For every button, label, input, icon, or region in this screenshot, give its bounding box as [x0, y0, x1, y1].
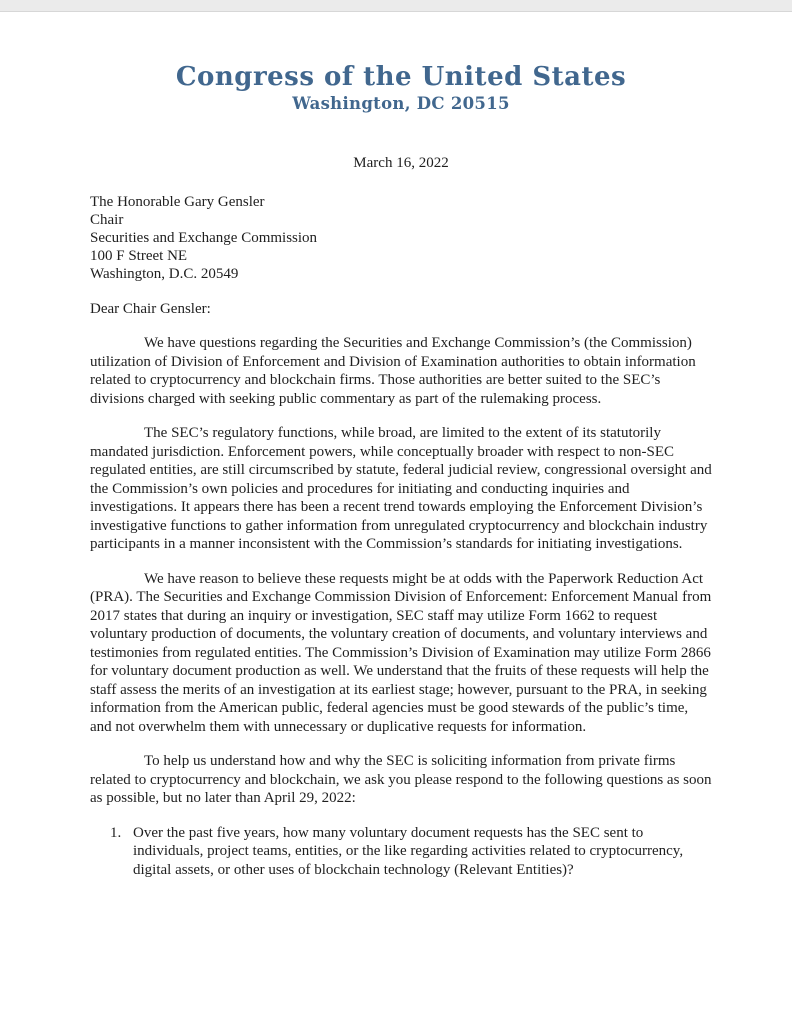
- letterhead: [90, 62, 712, 113]
- recipient-street: 100 F Street NE: [90, 247, 188, 264]
- recipient-address: [90, 193, 712, 283]
- question-text: Over the past five years, how many voluntary document requests has the SEC sent to individuals, project teams, entities, or the like regarding activities related to cryptocurrency, digital assets, or other uses of blockchain technology (Relevant Entities)?: [133, 824, 684, 878]
- paragraph-3: We have reason to believe these requests might be at odds with the Paperwork Reduction Act (PRA). The Securities and Exchange Commission Division of Enforcement: Enforcement Manual from 2017 states that during an inquiry or investigation, SEC staff may utilize Form 1662 to request voluntary production of documents, the voluntary creation of documents, and voluntary interviews and testimonies from regulated entities. The Commission’s Division of Examination may utilize Form 2866 for voluntary document production as well. We understand that the fruits of these requests will help the staff assess the merits of an investigation at its earliest stage; however, pursuant to the PRA, in seeking information from the American public, federal agencies must be good stewards of the public’s time, and not overwhelm them with unnecessary or duplicative requests for information.: [90, 570, 712, 735]
- paragraph-4: To help us understand how and why the SEC is soliciting information from private firms related to cryptocurrency and blockchain, we ask you please respond to the following questions as soon as possible, but no later than April 29, 2022:: [90, 753, 712, 806]
- question-item-1: [90, 824, 712, 880]
- recipient-organization: Securities and Exchange Commission: [90, 229, 318, 246]
- paragraph-1: We have questions regarding the Securities and Exchange Commission’s (the Commission) utilization of Division of Enforcement and Division of Examination authorities to obtain information related to cryptocurrency and blockchain firms. Those authorities are better suited to the SEC’s divisions charged with seeking public commentary as part of the rulemaking process.: [90, 335, 696, 407]
- letterhead-subtitle: Washington, DC 20515: [292, 94, 510, 113]
- paragraph-2: The SEC’s regulatory functions, while broad, are limited to the extent of its statutorily mandated jurisdiction. Enforcement powers, while conceptually broader with respect to non-SEC regulated entities, are still circumscribed by statute, federal judicial review, congressional oversight and the Commission’s own policies and procedures for initiating and conducting inquiries and investigations. It appears there has been a recent trend towards employing the Enforcement Division’s investigative functions to gather information from unregulated cryptocurrency and blockchain industry participants in a manner inconsistent with the Commission’s standards for initiating investigations.: [90, 425, 712, 552]
- letterhead-title: Congress of the United States: [175, 62, 627, 92]
- recipient-title: Chair: [90, 211, 124, 228]
- recipient-name: The Honorable Gary Gensler: [90, 193, 265, 210]
- letter-date: March 16, 2022: [353, 155, 449, 171]
- question-number: 1.: [110, 824, 122, 841]
- salutation: Dear Chair Gensler:: [90, 300, 211, 317]
- question-list: [90, 824, 712, 880]
- letter-page: [0, 62, 792, 879]
- recipient-city: Washington, D.C. 20549: [90, 265, 239, 282]
- scan-top-edge: [0, 0, 792, 12]
